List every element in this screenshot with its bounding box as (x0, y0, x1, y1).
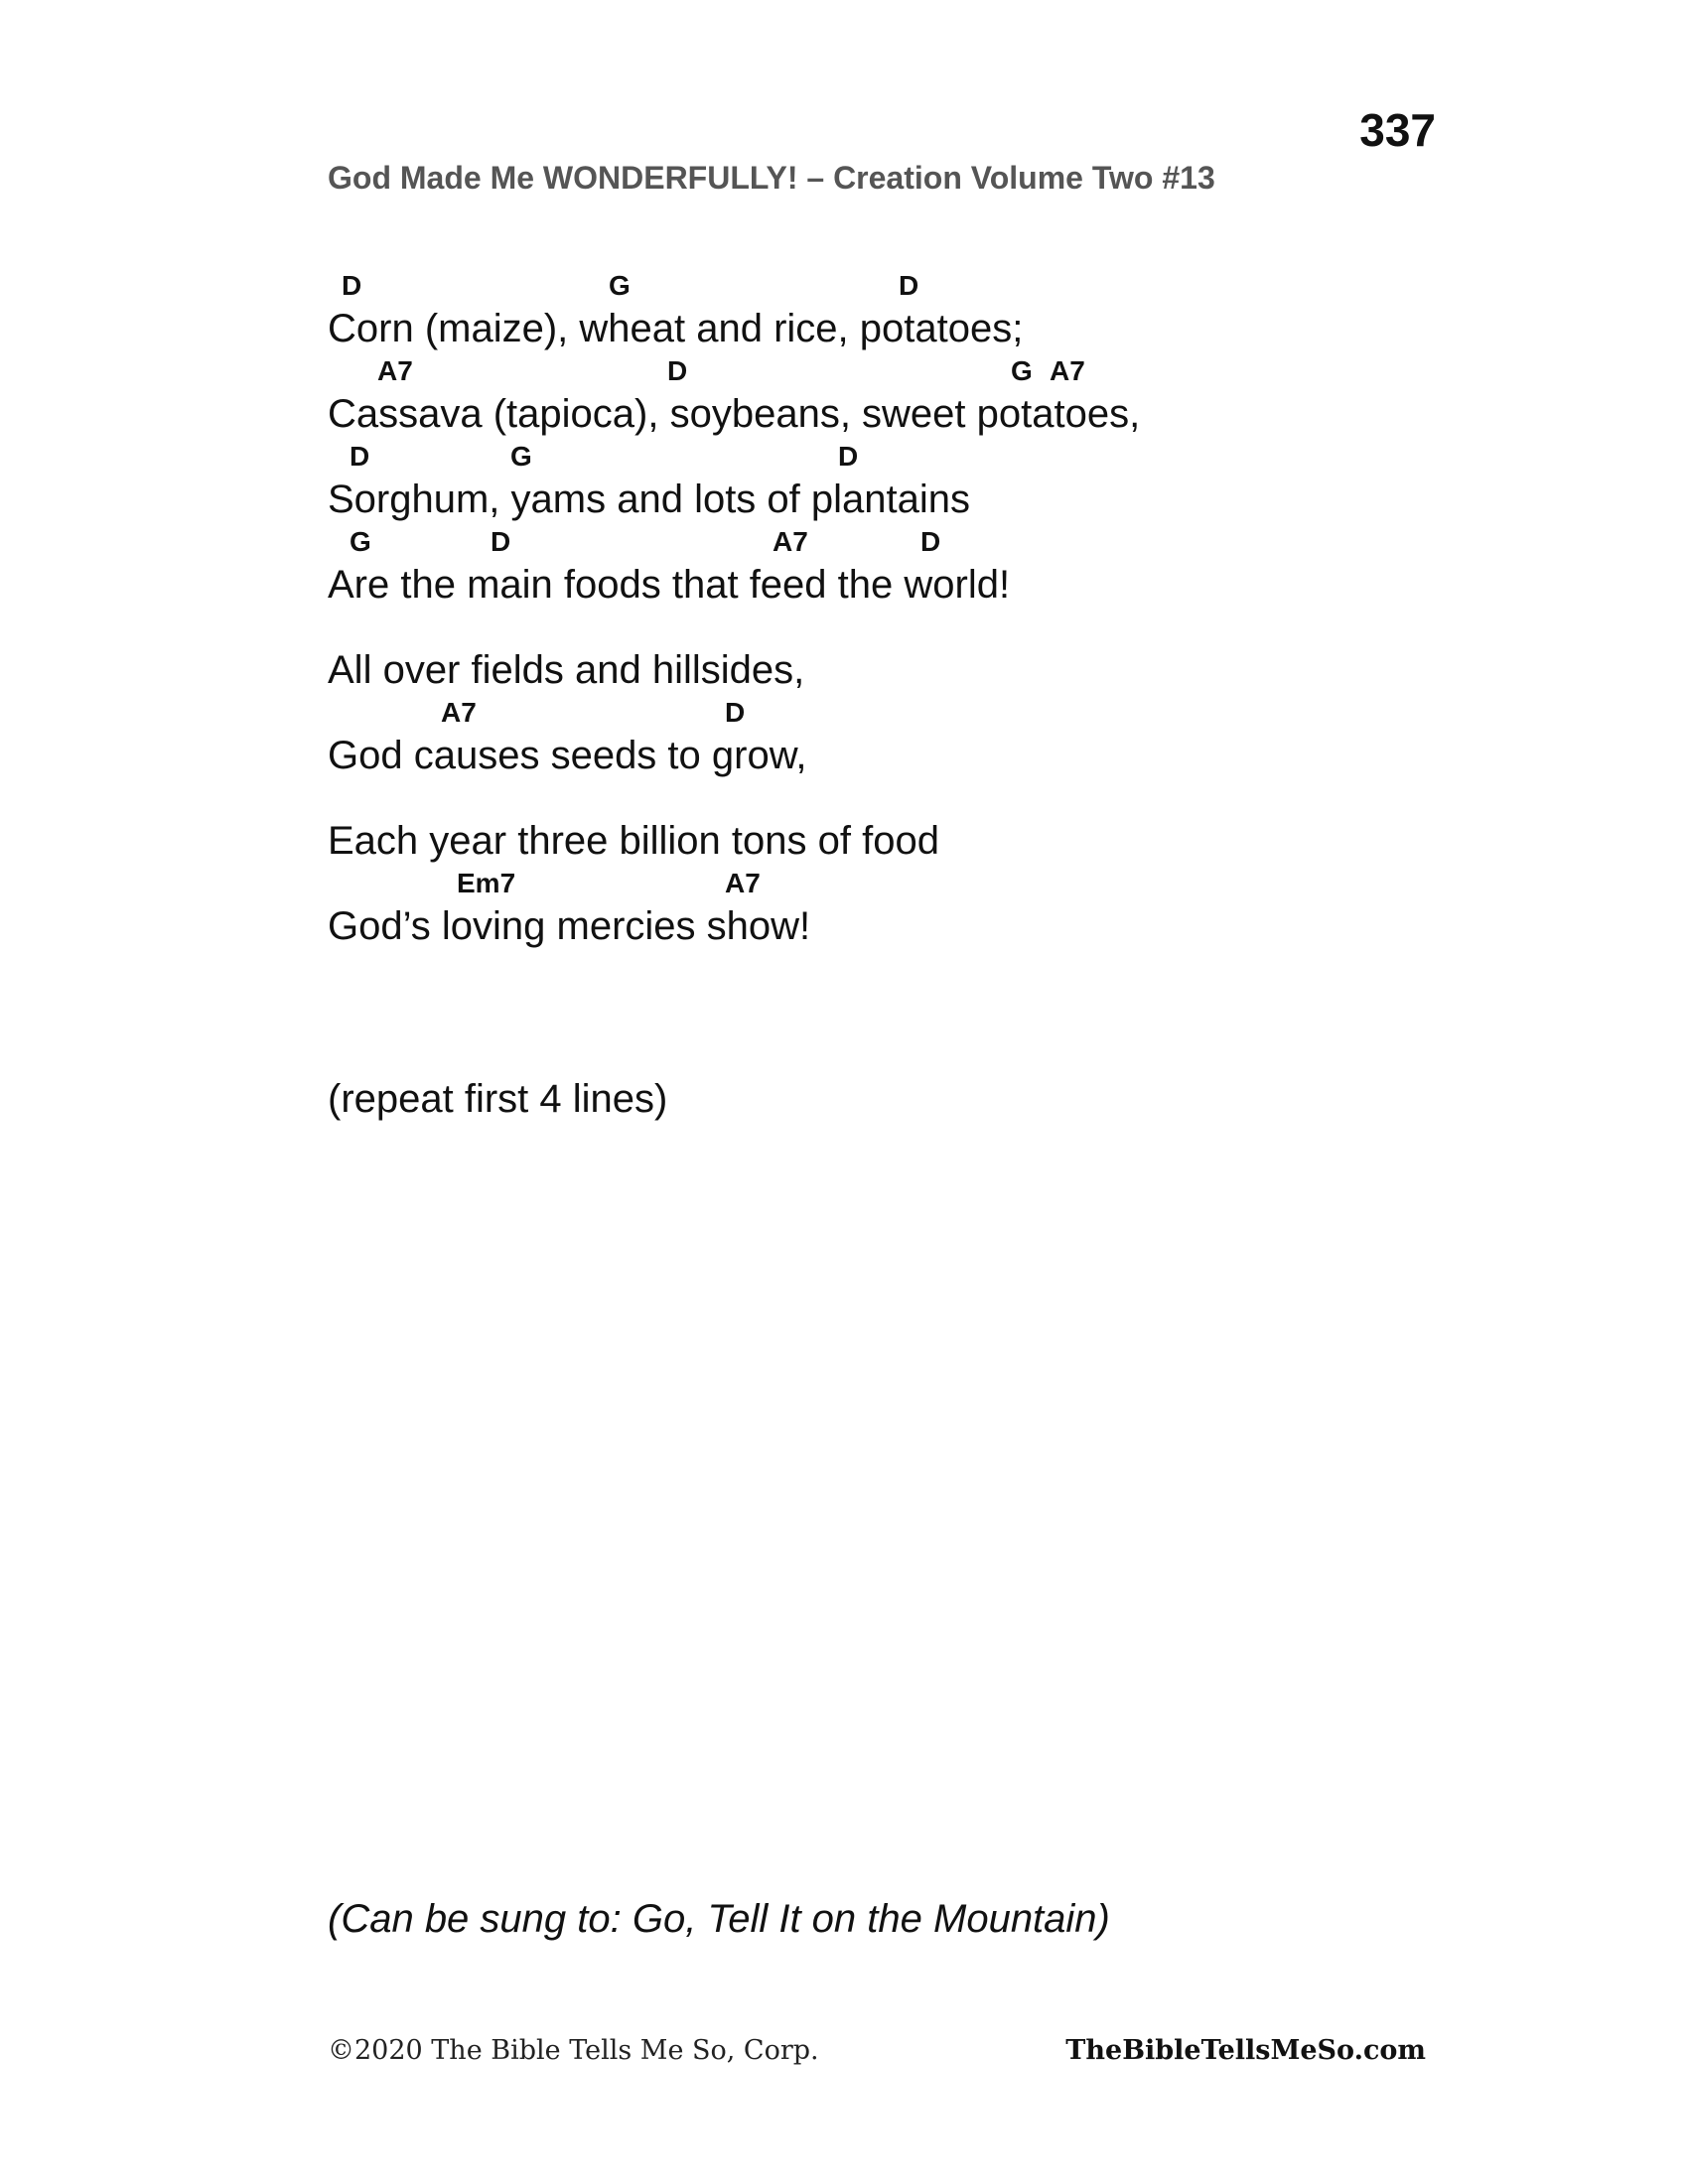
lyric-line: Each year three billion tons of food (328, 819, 939, 863)
chord: D (725, 697, 746, 728)
chord-row (328, 353, 1519, 389)
song-line (328, 866, 1519, 951)
website-link[interactable]: TheBibleTellsMeSo.com (1065, 2035, 1426, 2066)
copyright-notice: ©2020 The Bible Tells Me So, Corp. (328, 2035, 819, 2066)
lyric-line: Sorghum, yams and lots of plantains (328, 478, 971, 521)
lyric-line: Corn (maize), wheat and rice, potatoes; (328, 307, 1024, 350)
chord-row (328, 695, 1519, 731)
song-line (328, 439, 1519, 524)
chord-row (328, 268, 1519, 304)
chord: A7 (1050, 355, 1085, 386)
lyric-line: Are the main foods that feed the world! (328, 563, 1011, 607)
song-title: God Made Me WONDERFULLY! – Creation Volume Two #13 (328, 160, 1215, 196)
chord: A7 (377, 355, 413, 386)
song-line (328, 353, 1519, 439)
chord: A7 (725, 868, 761, 898)
song-line (328, 780, 1519, 866)
chord: D (342, 270, 362, 301)
chord: D (667, 355, 688, 386)
chord-row (328, 866, 1519, 901)
chord: D (920, 526, 941, 557)
chord-row (328, 439, 1519, 475)
lyric-line: God causes seeds to grow, (328, 734, 807, 777)
song-line (328, 268, 1519, 353)
chord: A7 (441, 697, 477, 728)
chord: A7 (773, 526, 808, 557)
chord: D (838, 441, 859, 472)
song-line (328, 524, 1519, 610)
chord-row (328, 524, 1519, 560)
page-number: 337 (1359, 104, 1436, 156)
chord: G (350, 526, 371, 557)
repeat-note: (repeat first 4 lines) (328, 1077, 668, 1121)
lyric-line: God’s loving mercies show! (328, 904, 811, 948)
song-body (328, 268, 1519, 951)
chord: D (899, 270, 919, 301)
song-line (328, 695, 1519, 780)
chord: D (491, 526, 511, 557)
lyric-line: All over fields and hillsides, (328, 648, 805, 692)
song-line (328, 610, 1519, 695)
chord: Em7 (457, 868, 516, 898)
chord: D (350, 441, 370, 472)
lyric-line: Cassava (tapioca), soybeans, sweet potatoes, (328, 392, 1141, 436)
chord: G (510, 441, 532, 472)
tune-note: (Can be sung to: Go, Tell It on the Mountain) (328, 1897, 1110, 1941)
chord: G (1011, 355, 1033, 386)
chord: G (609, 270, 631, 301)
